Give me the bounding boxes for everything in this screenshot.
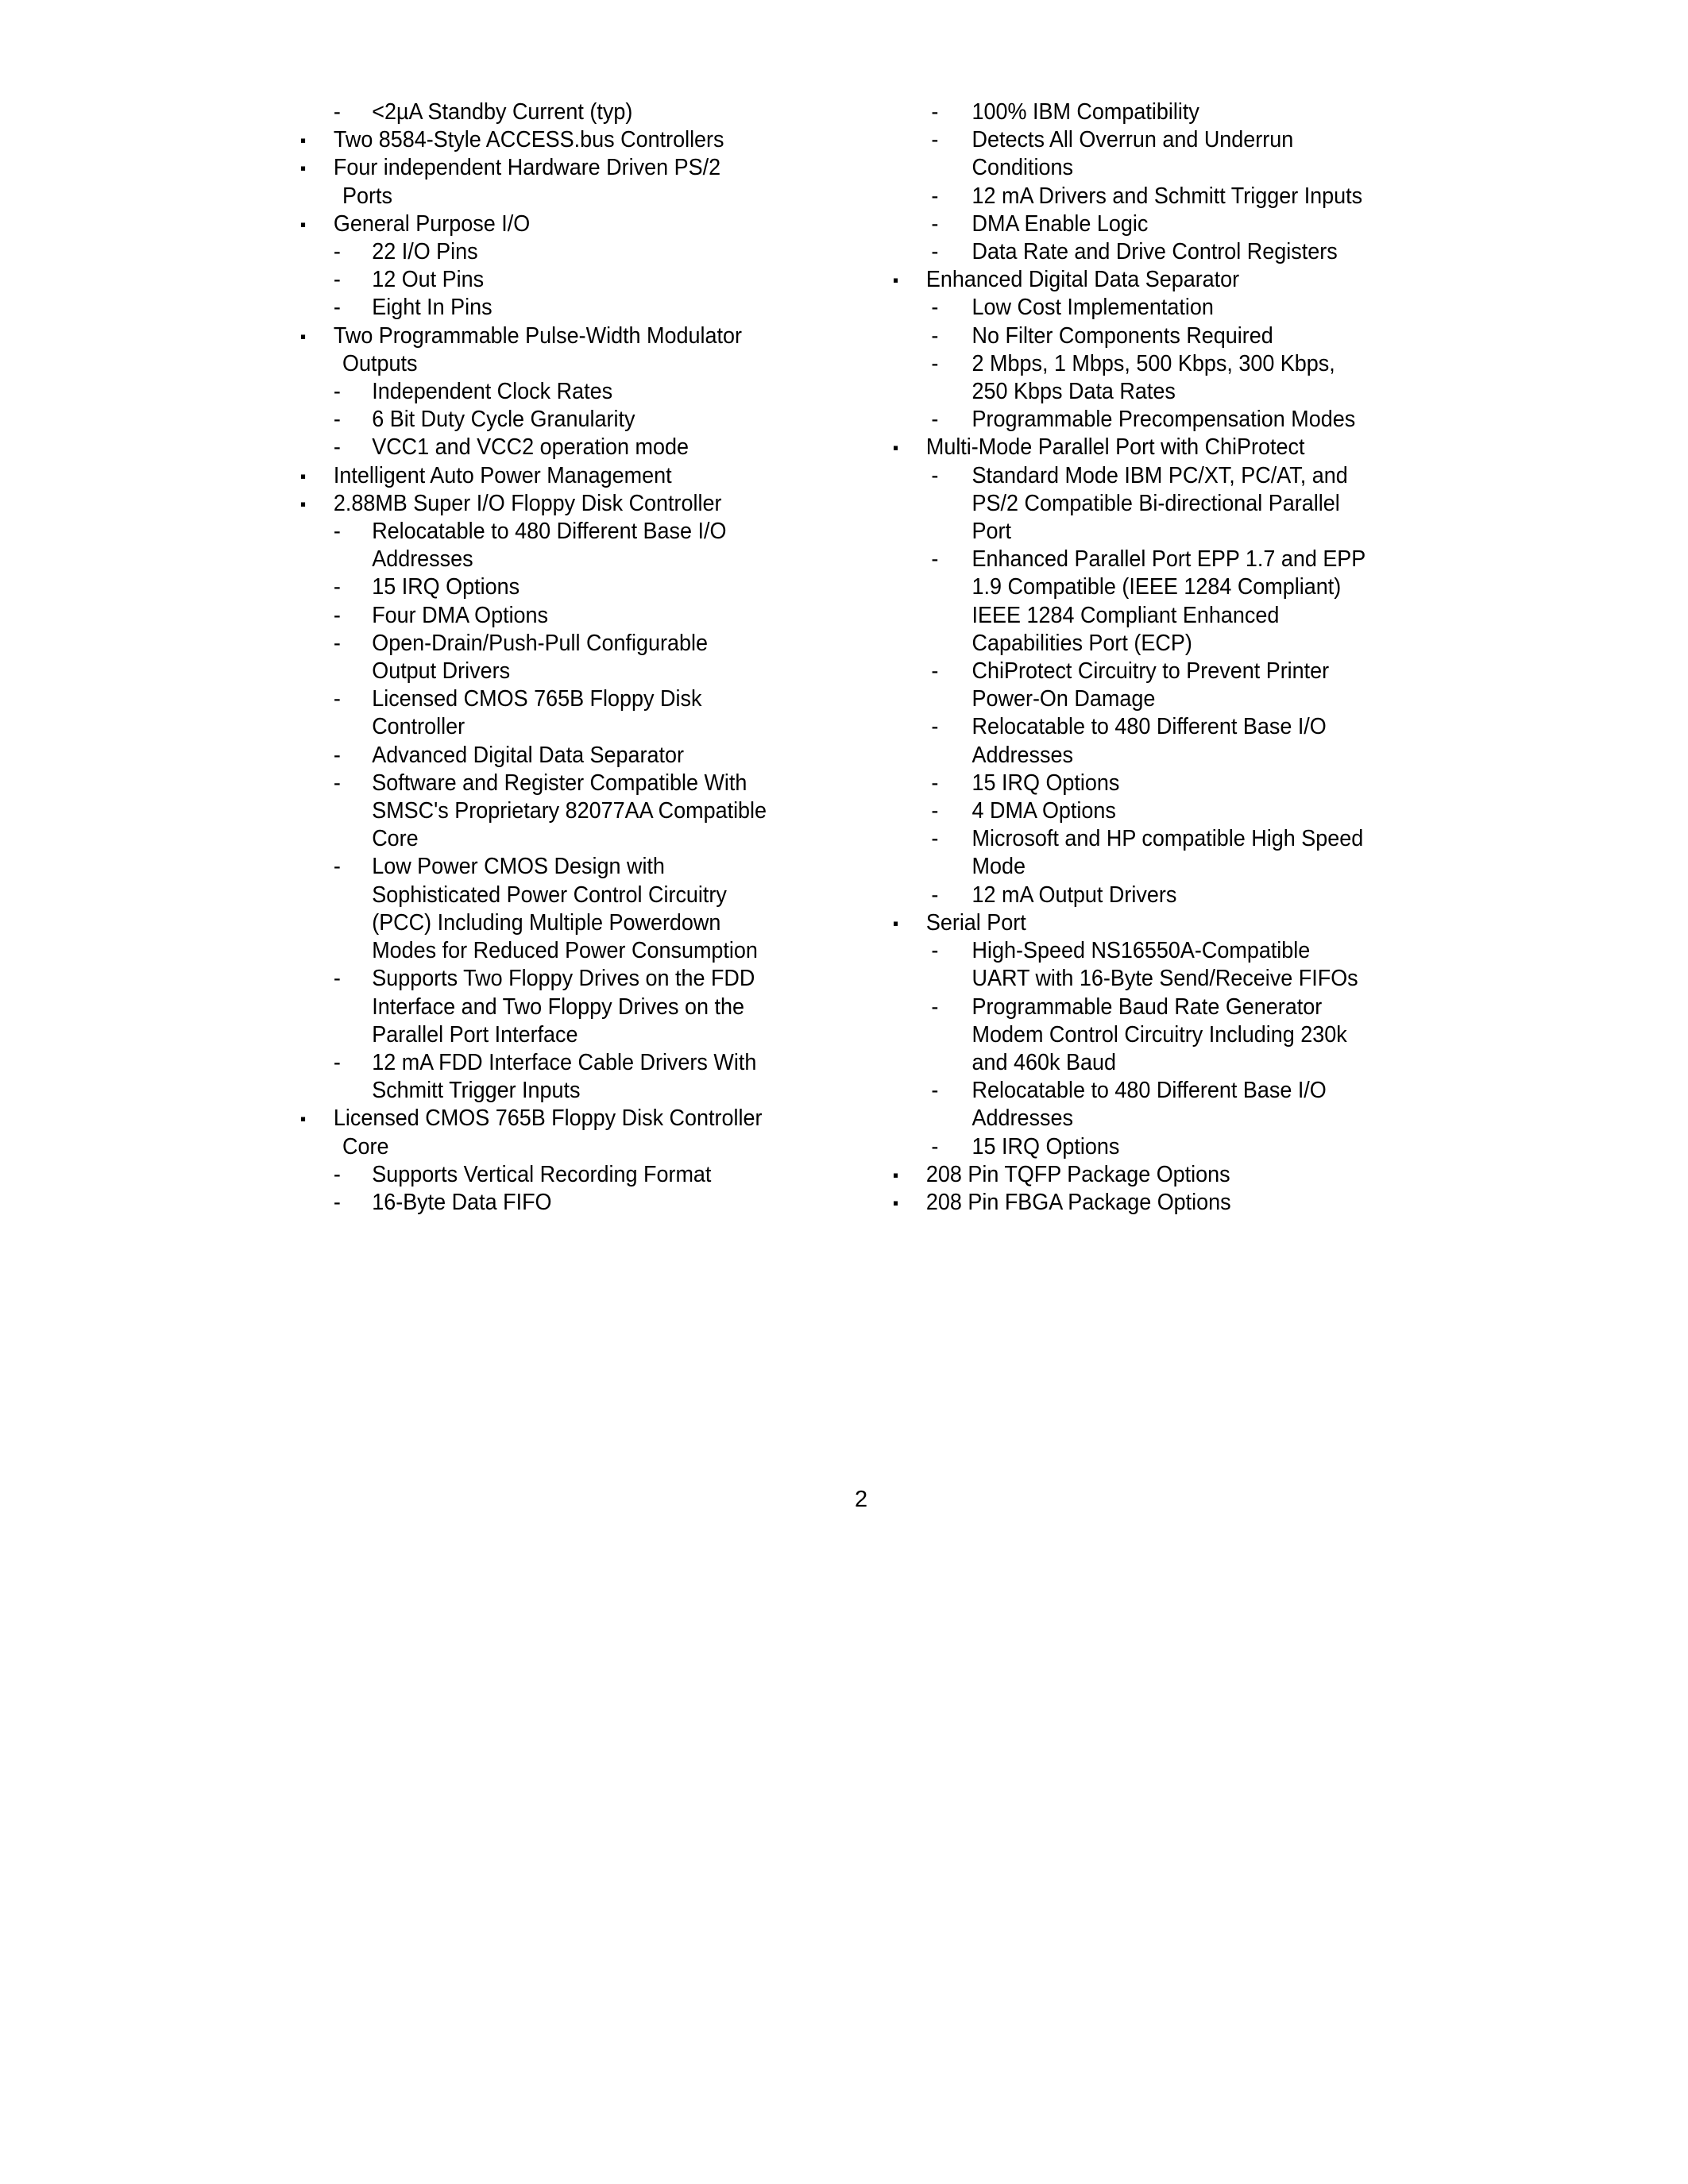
dash-marker-icon: - xyxy=(931,183,939,209)
feature-text-line: Parallel Port Interface xyxy=(372,1021,578,1048)
dash-marker-icon: - xyxy=(931,798,939,824)
feature-text-line: Relocatable to 480 Different Base I/O xyxy=(372,519,727,545)
feature-sub-item xyxy=(893,126,1425,182)
square-bullet-icon: ▪ xyxy=(300,465,307,486)
feature-sub-item xyxy=(893,825,1425,881)
feature-sub-item xyxy=(300,685,832,741)
dash-marker-icon: - xyxy=(931,350,939,376)
dash-marker-icon: - xyxy=(333,574,341,600)
feature-text-line: Programmable Precompensation Modes xyxy=(971,407,1356,433)
feature-text-line: Licensed CMOS 765B Floppy Disk Controller xyxy=(333,1106,763,1132)
feature-text-line: No Filter Components Required xyxy=(971,322,1273,349)
feature-text-line: 12 mA Drivers and Schmitt Trigger Inputs xyxy=(971,183,1363,209)
dash-marker-icon: - xyxy=(333,239,341,265)
dash-marker-icon: - xyxy=(931,938,939,964)
feature-text-line: Addresses xyxy=(372,546,473,573)
dash-marker-icon: - xyxy=(931,826,939,852)
feature-sub-item xyxy=(893,350,1425,406)
feature-text-line: VCC1 and VCC2 operation mode xyxy=(372,434,689,461)
feature-sub-item xyxy=(893,406,1425,434)
feature-bullet-item xyxy=(893,1189,1425,1217)
feature-bullet-item xyxy=(300,490,832,518)
feature-text-line: Port xyxy=(971,519,1011,545)
dash-marker-icon: - xyxy=(931,295,939,321)
dash-marker-icon: - xyxy=(333,966,341,992)
feature-text-line: 6 Bit Duty Cycle Granularity xyxy=(372,407,635,433)
dash-marker-icon: - xyxy=(333,407,341,433)
feature-text-line: Independent Clock Rates xyxy=(372,379,613,405)
square-bullet-icon: ▪ xyxy=(893,438,899,458)
feature-sub-item xyxy=(893,882,1425,909)
feature-text-line: High-Speed NS16550A-Compatible xyxy=(971,938,1311,964)
left-feature-list xyxy=(300,98,832,1217)
feature-sub-item xyxy=(300,770,832,854)
dash-marker-icon: - xyxy=(931,546,939,573)
feature-sub-item xyxy=(300,602,832,630)
square-bullet-icon: ▪ xyxy=(300,158,307,179)
page-number: 2 xyxy=(855,1487,868,1512)
feature-text-line: DMA Enable Logic xyxy=(971,210,1149,237)
feature-sub-item xyxy=(300,965,832,1049)
feature-text-line: 15 IRQ Options xyxy=(971,1133,1120,1160)
feature-sub-item xyxy=(893,1133,1425,1161)
feature-text-line: 12 mA Output Drivers xyxy=(971,882,1177,908)
feature-text-line: Serial Port xyxy=(925,909,1026,936)
feature-text-line: Low Cost Implementation xyxy=(971,295,1214,321)
feature-text-line: Supports Vertical Recording Format xyxy=(372,1161,712,1187)
dash-marker-icon: - xyxy=(931,770,939,796)
feature-text-line: Modes for Reduced Power Consumption xyxy=(372,938,758,964)
feature-sub-item xyxy=(300,1189,832,1217)
feature-text-line: Software and Register Compatible With xyxy=(372,770,747,796)
feature-text-line: Standard Mode IBM PC/XT, PC/AT, and xyxy=(971,462,1348,488)
feature-text-line: (PCC) Including Multiple Powerdown xyxy=(372,909,721,936)
feature-sub-item xyxy=(893,994,1425,1078)
feature-text-line: and 460k Baud xyxy=(971,1049,1116,1075)
feature-text-line: Microsoft and HP compatible High Speed xyxy=(971,826,1364,852)
feature-sub-item xyxy=(893,210,1425,238)
dash-marker-icon: - xyxy=(931,127,939,153)
feature-sub-item xyxy=(300,266,832,294)
feature-sub-item xyxy=(893,294,1425,322)
dash-marker-icon: - xyxy=(931,407,939,433)
feature-text-line: IEEE 1284 Compliant Enhanced xyxy=(971,602,1280,628)
feature-text-line: Intelligent Auto Power Management xyxy=(333,462,672,488)
feature-sub-item xyxy=(893,322,1425,350)
right-feature-list xyxy=(893,98,1425,1217)
feature-text-line: 15 IRQ Options xyxy=(372,574,520,600)
feature-text-line: <2µA Standby Current (typ) xyxy=(372,99,633,125)
feature-sub-item xyxy=(300,853,832,965)
square-bullet-icon: ▪ xyxy=(893,913,899,933)
feature-text-line: Schmitt Trigger Inputs xyxy=(372,1078,581,1104)
dash-marker-icon: - xyxy=(333,379,341,405)
dash-marker-icon: - xyxy=(333,434,341,461)
dash-marker-icon: - xyxy=(333,854,341,880)
feature-sub-item xyxy=(893,546,1425,658)
feature-text-line: Supports Two Floppy Drives on the FDD xyxy=(372,966,755,992)
feature-text-line: Four independent Hardware Driven PS/2 xyxy=(333,155,721,181)
feature-text-line: Capabilities Port (ECP) xyxy=(971,630,1192,656)
feature-sub-item xyxy=(893,937,1425,993)
feature-text-line: Power-On Damage xyxy=(971,686,1156,712)
feature-sub-item xyxy=(300,238,832,266)
square-bullet-icon: ▪ xyxy=(893,1164,899,1185)
feature-text-line: Enhanced Parallel Port EPP 1.7 and EPP xyxy=(971,546,1366,573)
dash-marker-icon: - xyxy=(931,994,939,1020)
feature-sub-item xyxy=(300,406,832,434)
feature-sub-item xyxy=(893,183,1425,210)
feature-text-line: General Purpose I/O xyxy=(333,210,531,237)
dash-marker-icon: - xyxy=(931,322,939,349)
feature-bullet-item xyxy=(893,1161,1425,1189)
feature-text-line: Conditions xyxy=(971,155,1073,181)
feature-text-line: Relocatable to 480 Different Base I/O xyxy=(971,1078,1327,1104)
feature-text-line: 100% IBM Compatibility xyxy=(971,99,1199,125)
square-bullet-icon: ▪ xyxy=(300,493,307,514)
feature-text-line: Eight In Pins xyxy=(372,295,492,321)
feature-text-line: Output Drivers xyxy=(372,658,511,685)
feature-text-line: 1.9 Compatible (IEEE 1284 Compliant) xyxy=(971,574,1342,600)
square-bullet-icon: ▪ xyxy=(300,214,307,234)
feature-sub-item xyxy=(300,98,832,126)
feature-text-line: Ports xyxy=(342,183,392,209)
dash-marker-icon: - xyxy=(333,1189,341,1215)
dash-marker-icon: - xyxy=(931,210,939,237)
dash-marker-icon: - xyxy=(333,295,341,321)
feature-sub-item xyxy=(300,434,832,461)
dash-marker-icon: - xyxy=(931,658,939,685)
feature-sub-item xyxy=(893,658,1425,713)
dash-marker-icon: - xyxy=(333,630,341,656)
feature-text-line: 250 Kbps Data Rates xyxy=(971,379,1176,405)
dash-marker-icon: - xyxy=(333,519,341,545)
feature-bullet-item xyxy=(893,434,1425,461)
feature-text-line: Addresses xyxy=(971,1106,1073,1132)
dash-marker-icon: - xyxy=(931,1133,939,1160)
feature-text-line: Addresses xyxy=(971,742,1073,768)
feature-bullet-item xyxy=(300,462,832,490)
feature-text-line: 4 DMA Options xyxy=(971,798,1116,824)
feature-text-line: Core xyxy=(342,1133,389,1160)
dash-marker-icon: - xyxy=(931,714,939,740)
feature-sub-item xyxy=(300,742,832,770)
feature-text-line: Controller xyxy=(372,714,465,740)
feature-sub-item xyxy=(300,630,832,685)
feature-bullet-item xyxy=(300,1105,832,1160)
feature-sub-item xyxy=(893,462,1425,546)
feature-text-line: 12 Out Pins xyxy=(372,267,485,293)
feature-text-line: PS/2 Compatible Bi-directional Parallel xyxy=(971,490,1340,516)
square-bullet-icon: ▪ xyxy=(300,130,307,151)
feature-text-line: Two 8584-Style ACCESS.bus Controllers xyxy=(333,127,724,153)
feature-text-line: Four DMA Options xyxy=(372,602,549,628)
feature-sub-item xyxy=(893,1077,1425,1133)
feature-text-line: UART with 16-Byte Send/Receive FIFOs xyxy=(971,966,1358,992)
feature-sub-item xyxy=(893,98,1425,126)
feature-text-line: Advanced Digital Data Separator xyxy=(372,742,685,768)
feature-sub-item xyxy=(300,1049,832,1105)
dash-marker-icon: - xyxy=(931,239,939,265)
feature-text-line: Mode xyxy=(971,854,1026,880)
feature-sub-item xyxy=(893,713,1425,769)
feature-text-line: Sophisticated Power Control Circuitry xyxy=(372,882,727,908)
dash-marker-icon: - xyxy=(333,602,341,628)
feature-text-line: Multi-Mode Parallel Port with ChiProtect xyxy=(925,434,1305,461)
dash-marker-icon: - xyxy=(333,267,341,293)
feature-text-line: Outputs xyxy=(342,350,418,376)
feature-text-line: Interface and Two Floppy Drives on the xyxy=(372,994,744,1020)
dash-marker-icon: - xyxy=(333,1161,341,1187)
feature-text-line: Two Programmable Pulse-Width Modulator xyxy=(333,322,742,349)
square-bullet-icon: ▪ xyxy=(300,326,307,346)
feature-text-line: SMSC's Proprietary 82077AA Compatible xyxy=(372,798,767,824)
feature-text-line: Data Rate and Drive Control Registers xyxy=(971,239,1338,265)
feature-text-line: 22 I/O Pins xyxy=(372,239,478,265)
dash-marker-icon: - xyxy=(333,742,341,768)
feature-text-line: Core xyxy=(372,826,419,852)
feature-sub-item xyxy=(893,797,1425,825)
feature-text-line: 2 Mbps, 1 Mbps, 500 Kbps, 300 Kbps, xyxy=(971,350,1335,376)
feature-sub-item xyxy=(300,378,832,406)
feature-sub-item xyxy=(300,518,832,573)
feature-bullet-item xyxy=(893,909,1425,937)
feature-text-line: 208 Pin TQFP Package Options xyxy=(925,1161,1230,1187)
feature-sub-item xyxy=(300,1161,832,1189)
dash-marker-icon: - xyxy=(931,99,939,125)
feature-bullet-item xyxy=(893,266,1425,294)
feature-text-line: Enhanced Digital Data Separator xyxy=(925,267,1240,293)
feature-text-line: 208 Pin FBGA Package Options xyxy=(925,1189,1231,1215)
feature-bullet-item xyxy=(300,322,832,378)
dash-marker-icon: - xyxy=(333,99,341,125)
feature-sub-item xyxy=(300,573,832,601)
feature-text-line: 12 mA FDD Interface Cable Drivers With xyxy=(372,1049,757,1075)
feature-sub-item xyxy=(893,770,1425,797)
dash-marker-icon: - xyxy=(333,686,341,712)
feature-bullet-item xyxy=(300,154,832,210)
feature-sub-item xyxy=(300,294,832,322)
square-bullet-icon: ▪ xyxy=(300,1109,307,1129)
feature-text-line: Open-Drain/Push-Pull Configurable xyxy=(372,630,708,656)
feature-text-line: Low Power CMOS Design with xyxy=(372,854,665,880)
feature-bullet-item xyxy=(300,126,832,154)
square-bullet-icon: ▪ xyxy=(893,1192,899,1213)
square-bullet-icon: ▪ xyxy=(893,270,899,291)
dash-marker-icon: - xyxy=(333,1049,341,1075)
feature-text-line: 15 IRQ Options xyxy=(971,770,1120,796)
feature-text-line: Detects All Overrun and Underrun xyxy=(971,127,1294,153)
dash-marker-icon: - xyxy=(931,1078,939,1104)
feature-text-line: Relocatable to 480 Different Base I/O xyxy=(971,714,1327,740)
dash-marker-icon: - xyxy=(333,770,341,796)
feature-text-line: 2.88MB Super I/O Floppy Disk Controller xyxy=(333,490,722,516)
feature-text-line: ChiProtect Circuitry to Prevent Printer xyxy=(971,658,1330,685)
dash-marker-icon: - xyxy=(931,882,939,908)
dash-marker-icon: - xyxy=(931,462,939,488)
feature-text-line: Licensed CMOS 765B Floppy Disk xyxy=(372,686,702,712)
feature-bullet-item xyxy=(300,210,832,238)
feature-text-line: Programmable Baud Rate Generator xyxy=(971,994,1323,1020)
feature-text-line: Modem Control Circuitry Including 230k xyxy=(971,1021,1347,1048)
feature-text-line: 16-Byte Data FIFO xyxy=(372,1189,552,1215)
feature-sub-item xyxy=(893,238,1425,266)
